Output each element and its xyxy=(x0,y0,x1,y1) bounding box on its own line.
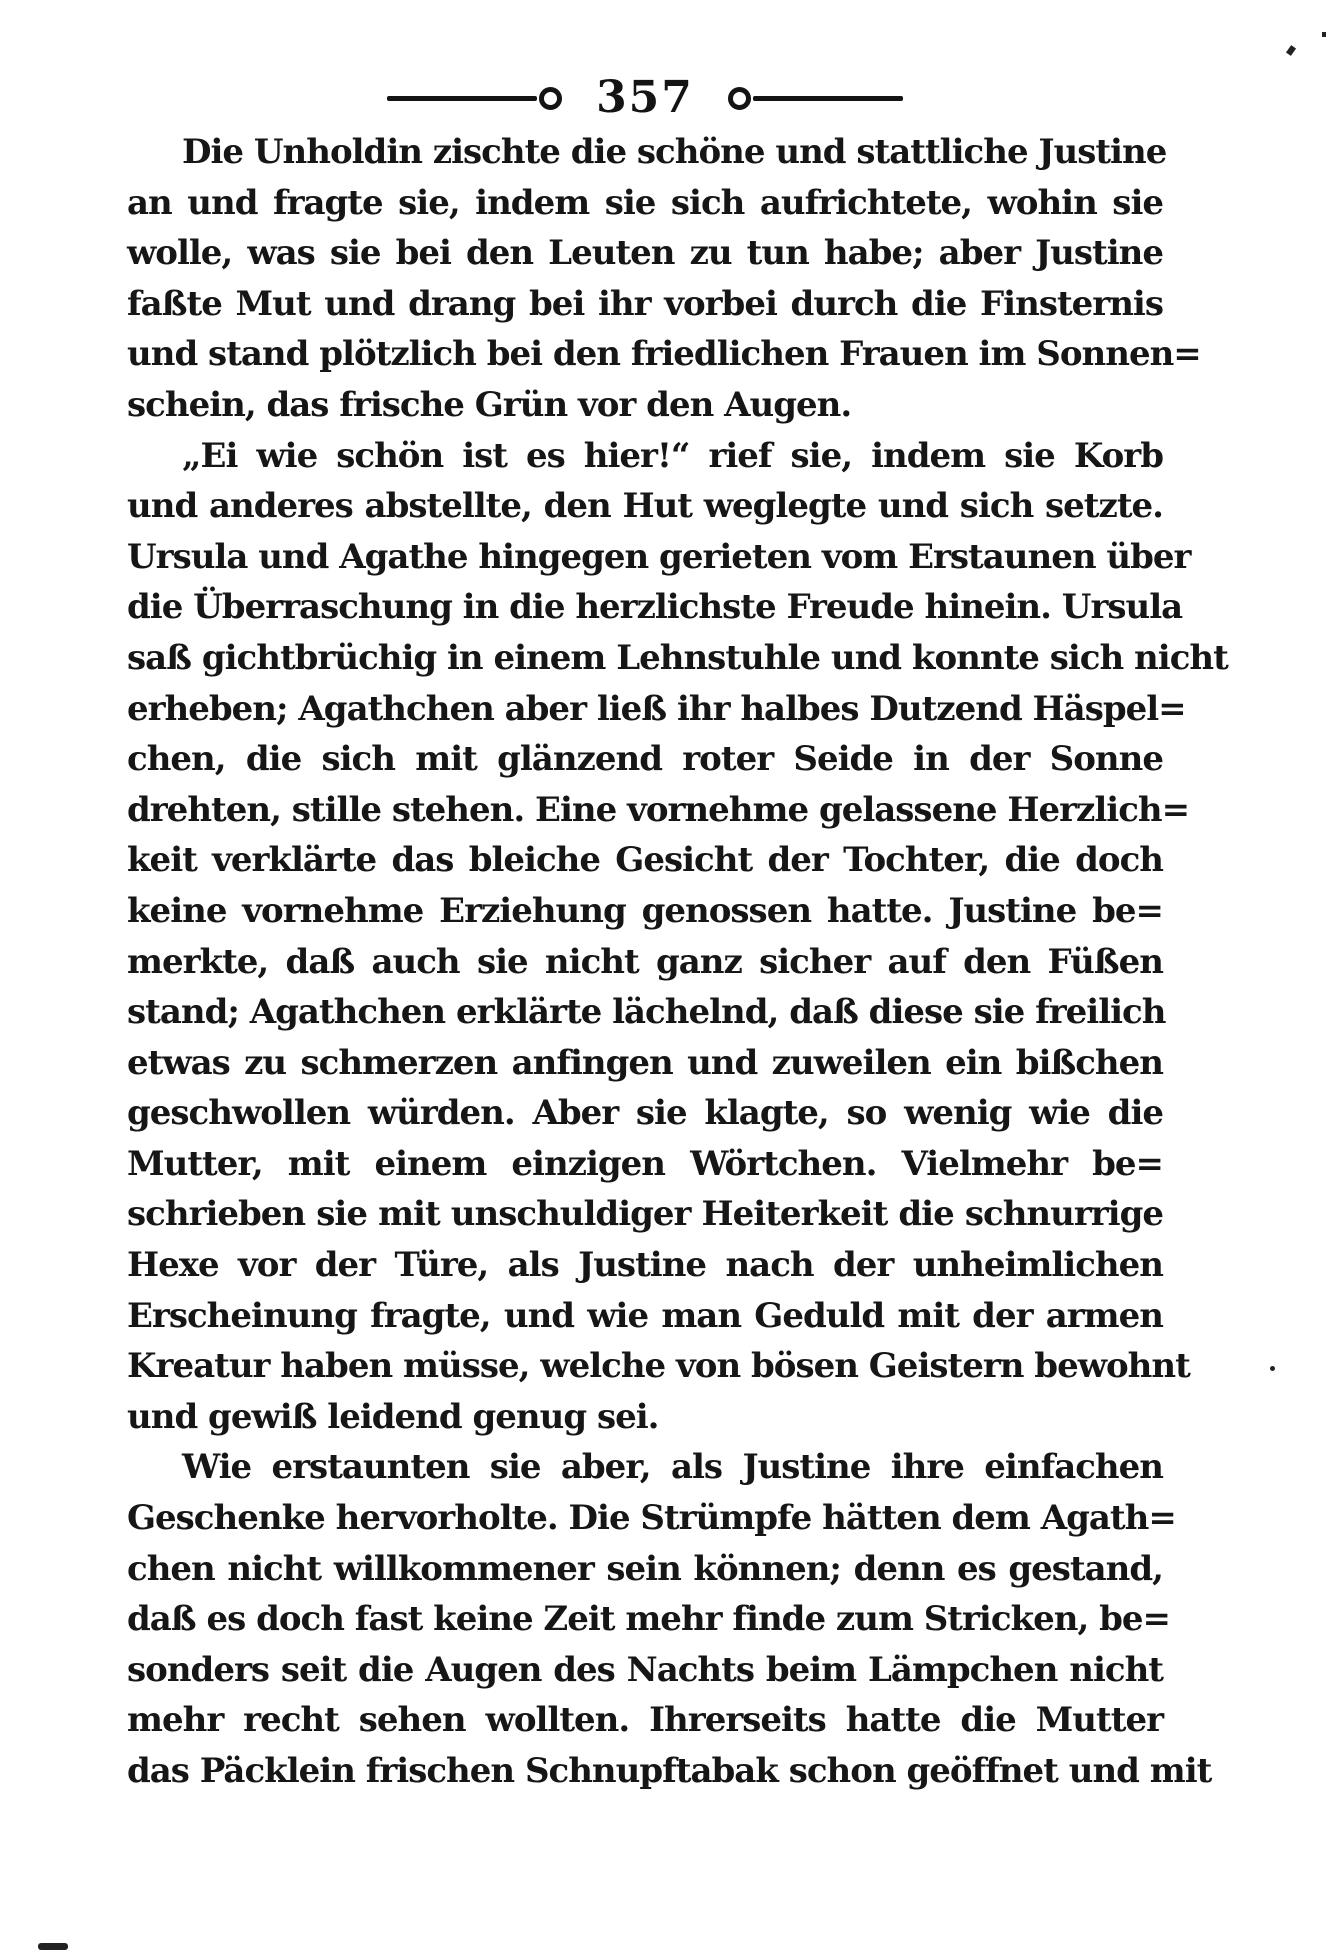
text-line: Erscheinung fragte, und wie man Geduld mit der armen xyxy=(127,1295,1163,1336)
text-line: Hexe vor der Türe, als Justine nach der unheimlichen xyxy=(127,1245,1163,1286)
text-line: daß es doch fast keine Zeit mehr finde zum Stricken, be= xyxy=(127,1599,1171,1640)
text-line: das Päcklein frischen Schnupftabak schon geöffnet und mit xyxy=(127,1751,1212,1791)
text-line: schrieben sie mit unschuldiger Heiterkeit die schnurrige xyxy=(127,1194,1163,1235)
page-number: 357 xyxy=(596,72,694,123)
scan-speck xyxy=(38,1943,68,1950)
paragraph xyxy=(127,1442,1212,1796)
text-line: Kreatur haben müsse, welche von bösen Geistern bewohnt xyxy=(127,1346,1190,1387)
rule-line-icon xyxy=(753,96,903,101)
text-line: erheben; Agathchen aber ließ ihr halbes Dutzend Häspel= xyxy=(127,688,1186,729)
text-line: die Überraschung in die herzlichste Freude hinein. Ursula xyxy=(127,587,1183,628)
text-line: mehr recht sehen wollten. Ihrerseits hatte die Mutter xyxy=(127,1700,1163,1741)
left-rule-ornament xyxy=(387,87,562,110)
rule-line-icon xyxy=(387,96,537,101)
text-line: keit verklärte das bleiche Gesicht der Tochter, die doch xyxy=(127,840,1163,881)
text-line: Ursula und Agathe hingegen gerieten vom Erstaunen über xyxy=(127,536,1191,577)
scan-speck xyxy=(1270,1366,1275,1371)
text-line: Wie erstaunten sie aber, als Justine ihre einfachen xyxy=(182,1447,1163,1488)
right-rule-ornament xyxy=(728,87,903,110)
text-line: merkte, daß auch sie nicht ganz sicher auf den Füßen xyxy=(127,941,1163,982)
text-line: chen nicht willkommener sein können; denn es gestand, xyxy=(127,1548,1163,1589)
text-line: „Ei wie schön ist es hier!“ rief sie, indem sie Korb xyxy=(182,435,1163,476)
text-line: etwas zu schmerzen anfingen und zuweilen ein bißchen xyxy=(127,1042,1163,1083)
scan-speck xyxy=(1286,45,1296,56)
rule-ring-icon xyxy=(728,87,751,110)
text-line: Geschenke hervorholte. Die Strümpfe hätten dem Agath= xyxy=(127,1498,1176,1539)
text-line: und stand plötzlich bei den friedlichen Frauen im Sonnen= xyxy=(127,334,1201,375)
text-line: und gewiß leidend genug sei. xyxy=(127,1396,659,1437)
text-line: wolle, was sie bei den Leuten zu tun habe; aber Justine xyxy=(127,233,1163,274)
text-line: drehten, stille stehen. Eine vornehme gelassene Herzlich= xyxy=(127,789,1190,830)
text-line: Die Unholdin zischte die schöne und stattliche Justine xyxy=(182,132,1167,172)
text-line: schein, das frische Grün vor den Augen. xyxy=(127,384,852,425)
text-line: saß gichtbrüchig in einem Lehnstuhle und konnte sich nicht xyxy=(127,637,1228,678)
text-line: Mutter, mit einem einzigen Wörtchen. Vielmehr be= xyxy=(127,1143,1163,1184)
text-line: an und fragte sie, indem sie sich aufrichtete, wohin sie xyxy=(127,182,1163,223)
text-line: faßte Mut und drang bei ihr vorbei durch die Finsternis xyxy=(127,283,1163,324)
scan-speck xyxy=(1322,32,1326,37)
text-line: stand; Agathchen erklärte lächelnd, daß diese sie freilich xyxy=(127,992,1166,1033)
running-head xyxy=(127,70,1163,126)
text-line: geschwollen würden. Aber sie klagte, so wenig wie die xyxy=(127,1093,1163,1134)
paragraph xyxy=(127,127,1201,431)
text-line: chen, die sich mit glänzend roter Seide in der Sonne xyxy=(127,739,1163,780)
text-line: und anderes abstellte, den Hut weglegte und sich setzte. xyxy=(127,486,1163,527)
text-line: sonders seit die Augen des Nachts beim Lämpchen nicht xyxy=(127,1649,1163,1690)
rule-ring-icon xyxy=(539,87,562,110)
paragraph xyxy=(127,431,1228,1443)
text-block xyxy=(127,127,1228,1797)
text-line: keine vornehme Erziehung genossen hatte. Justine be= xyxy=(127,890,1163,931)
